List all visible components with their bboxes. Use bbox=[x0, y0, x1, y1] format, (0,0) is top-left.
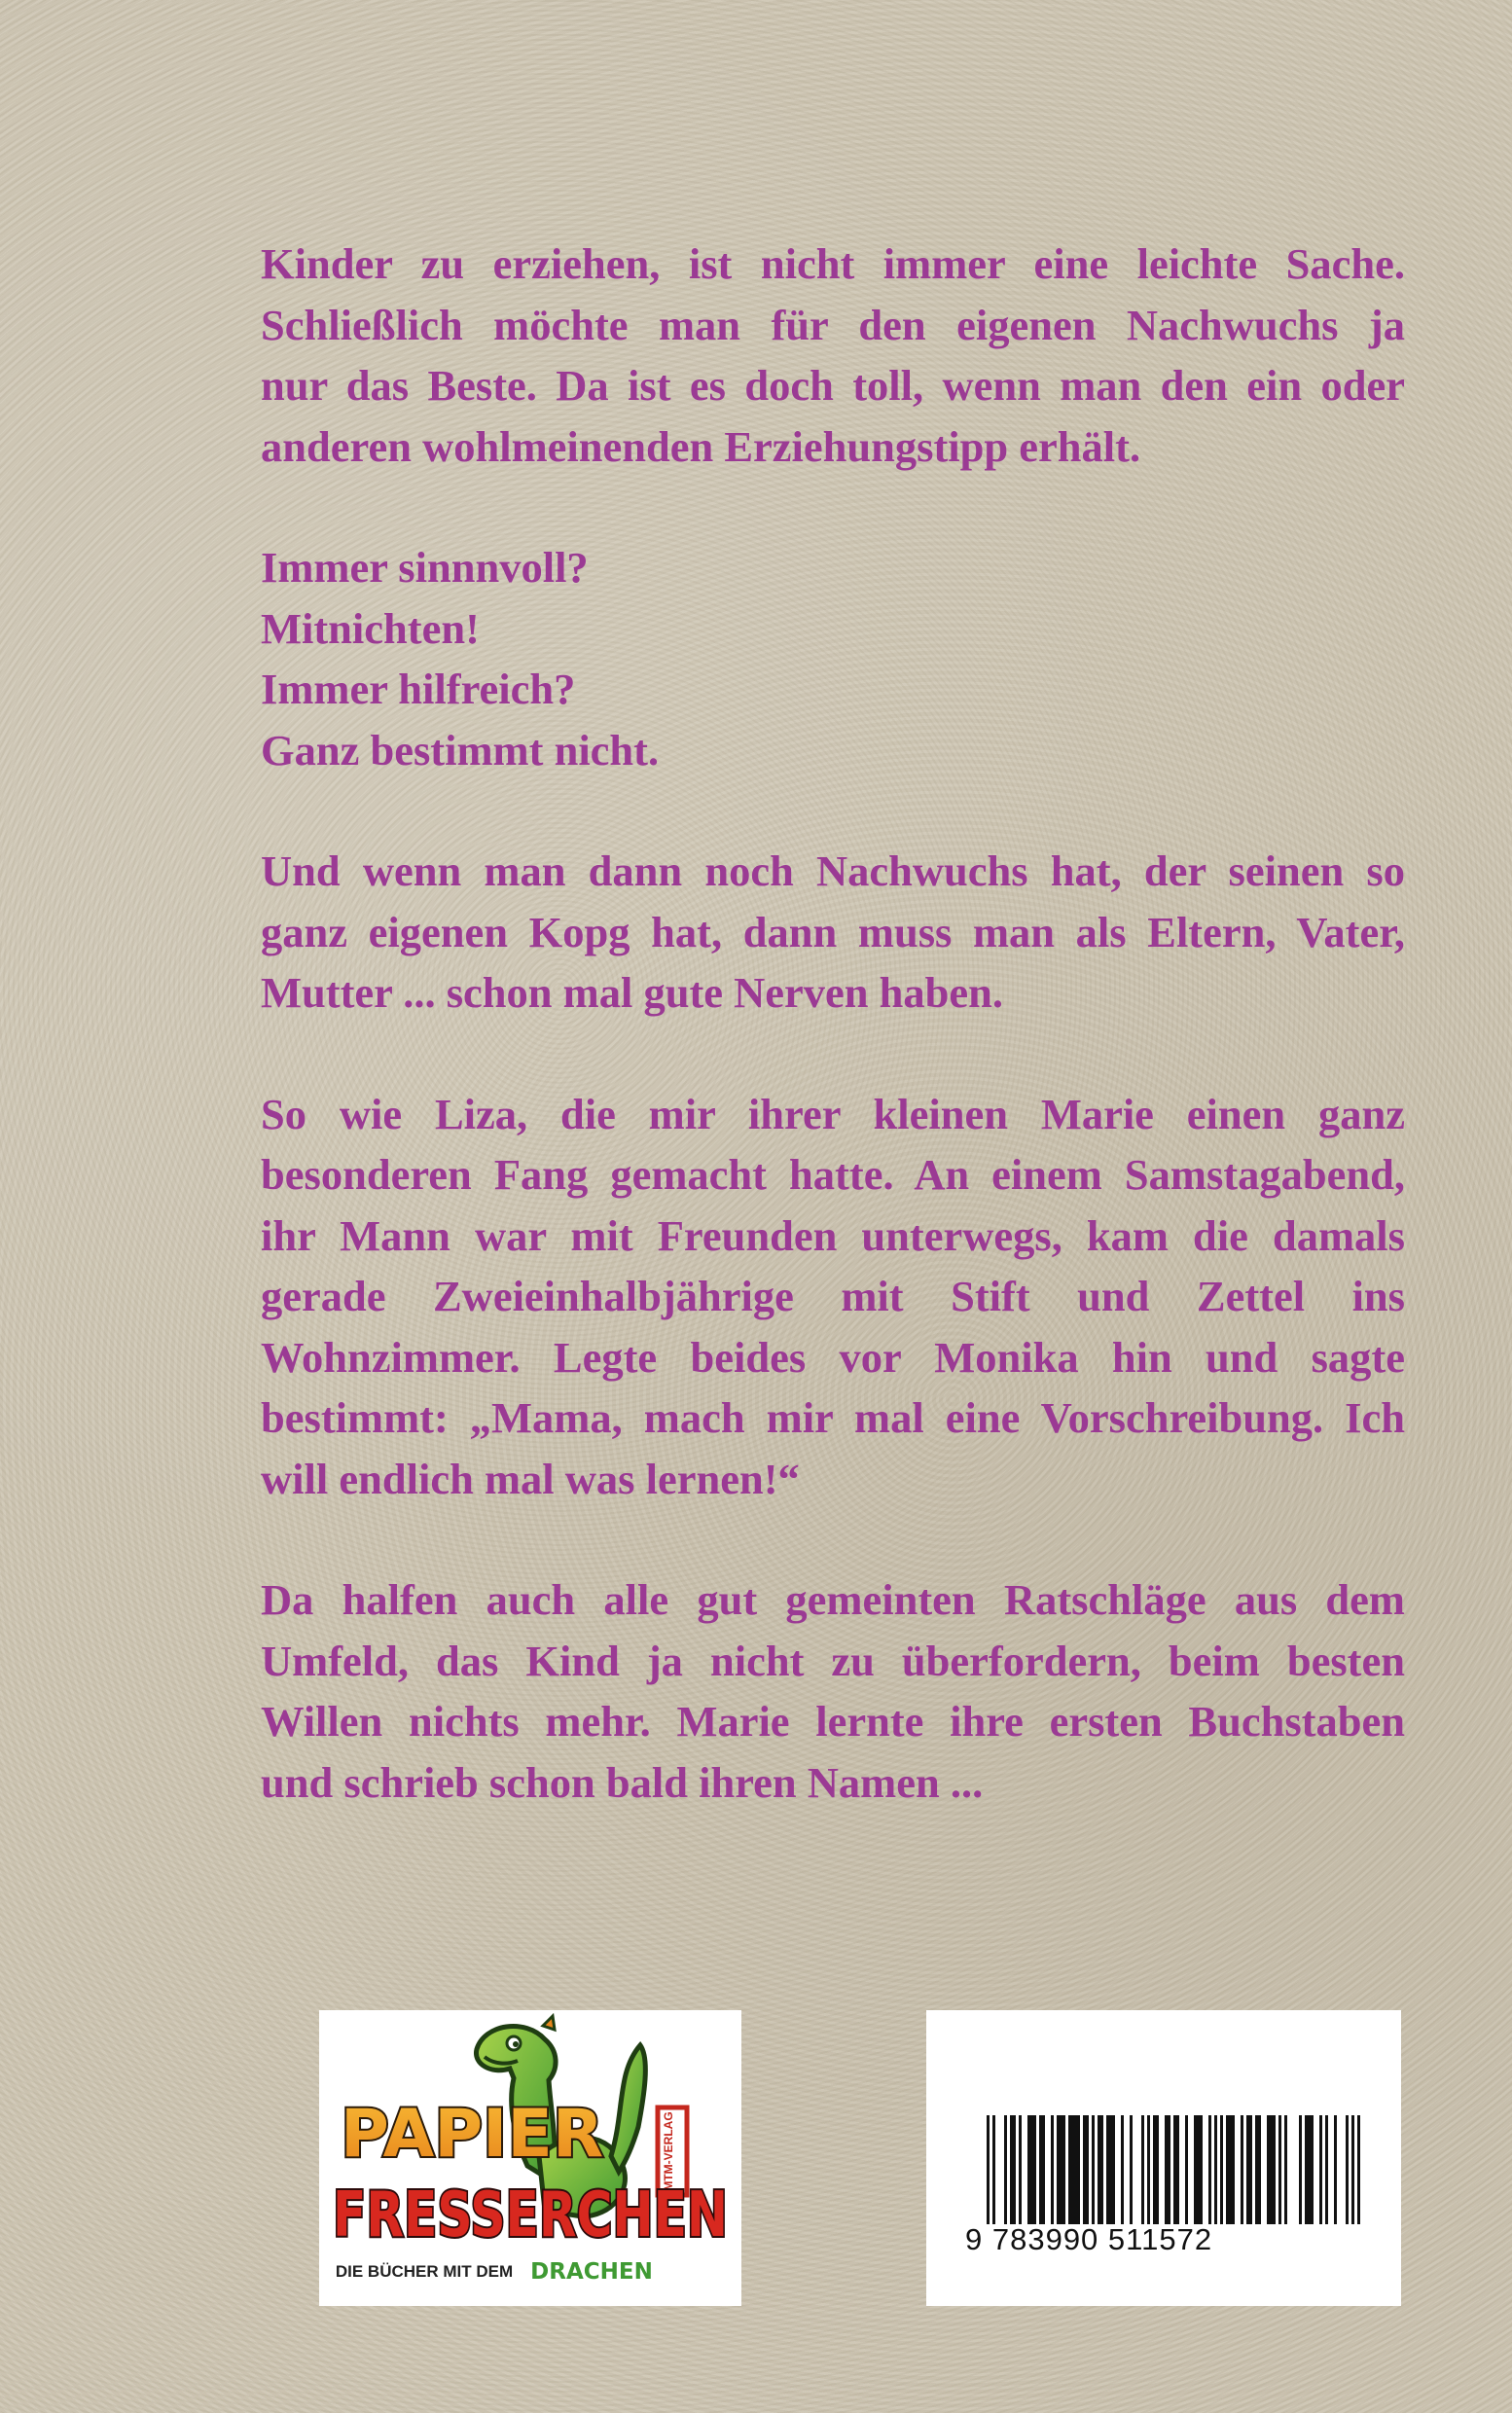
logo-word-papier: PAPIER bbox=[341, 2096, 604, 2173]
text-line: und schrieb schon bald ihren Namen ... bbox=[261, 1757, 984, 1807]
barcode-bar bbox=[1194, 2115, 1197, 2224]
answer-line: Mitnichten! bbox=[261, 603, 480, 653]
barcode-bar bbox=[1220, 2115, 1223, 2224]
barcode-bar bbox=[1121, 2115, 1124, 2224]
barcode-bar bbox=[1057, 2115, 1060, 2224]
barcode-bar bbox=[1051, 2115, 1054, 2224]
text-line: ihr Mann war mit Freunden unterwegs, kam die damals bbox=[261, 1210, 1405, 1260]
text-line: nur das Beste. Da ist es doch toll, wenn man den ein oder bbox=[261, 361, 1405, 410]
barcode-bar bbox=[1200, 2115, 1203, 2224]
isbn-barcode bbox=[926, 2010, 1401, 2306]
text-line: Mutter ... schon mal gute Nerven haben. bbox=[261, 968, 1004, 1017]
text-line: ganz eigenen Kopg hat, dann muss man als Eltern, Vater, bbox=[261, 907, 1405, 956]
barcode-bar bbox=[1168, 2115, 1170, 2224]
question-line: Immer hilfreich? bbox=[261, 665, 576, 713]
barcode-bar bbox=[1284, 2115, 1287, 2224]
barcode-bar bbox=[1112, 2115, 1115, 2224]
svg-text:MTM-VERLAG: MTM-VERLAG bbox=[662, 2111, 675, 2191]
barcode-bar bbox=[1013, 2115, 1016, 2224]
barcode-bar bbox=[1083, 2115, 1086, 2224]
text-line: Da halfen auch alle gut gemeinten Ratschläge aus dem bbox=[261, 1575, 1405, 1624]
barcode-bar bbox=[992, 2115, 995, 2224]
barcode-bar bbox=[1232, 2115, 1235, 2224]
barcode-bar bbox=[1039, 2115, 1042, 2224]
barcode-bar bbox=[1068, 2115, 1071, 2224]
text-line: Umfeld, das Kind ja nicht zu überfordern, beim besten bbox=[261, 1636, 1405, 1685]
barcode-bar bbox=[1071, 2115, 1074, 2224]
barcode-bar bbox=[1351, 2115, 1354, 2224]
barcode-bar bbox=[1241, 2115, 1243, 2224]
text-line: bestimmt: „Mama, mach mir mal eine Vorschreibung. Ich bbox=[261, 1393, 1405, 1442]
barcode-bar bbox=[1130, 2115, 1133, 2224]
barcode-bar bbox=[1357, 2115, 1360, 2224]
barcode-bar bbox=[1334, 2115, 1337, 2224]
barcode-bar bbox=[1027, 2115, 1030, 2224]
barcode-bar bbox=[1273, 2115, 1276, 2224]
text-line: Kinder zu erziehen, ist nicht immer eine leichte Sache. bbox=[261, 239, 1405, 288]
paragraph-nerves bbox=[261, 841, 1405, 1024]
barcode-bar bbox=[1258, 2115, 1261, 2224]
barcode-bar bbox=[1229, 2115, 1232, 2224]
publisher-logo bbox=[319, 2010, 741, 2306]
text-line: Schließlich möchte man für den eigenen Nachwuchs ja bbox=[261, 300, 1405, 349]
barcode-bar bbox=[987, 2115, 990, 2224]
isbn-barcode-box bbox=[926, 2010, 1401, 2306]
isbn-digits: 9 783990 511572 bbox=[965, 2222, 1213, 2256]
barcode-bar bbox=[1004, 2115, 1007, 2224]
barcode-bar bbox=[1033, 2115, 1036, 2224]
barcode-bar bbox=[1214, 2115, 1217, 2224]
questions-block bbox=[261, 537, 1405, 780]
barcode-bar bbox=[1060, 2115, 1062, 2224]
barcode-bar bbox=[1153, 2115, 1156, 2224]
text-line: So wie Liza, die mir ihrer kleinen Marie einen ganz bbox=[261, 1089, 1405, 1138]
paragraph-marie bbox=[261, 1569, 1405, 1813]
logo-word-fresserchen: FRESSERCHEN bbox=[333, 2179, 728, 2251]
text-line: besonderen Fang gemacht hatte. An einem Samstagabend, bbox=[261, 1150, 1405, 1199]
barcode-bar bbox=[1106, 2115, 1109, 2224]
barcode-bar bbox=[1249, 2115, 1252, 2224]
publisher-logo-box bbox=[319, 2010, 741, 2306]
barcode-bar bbox=[1165, 2115, 1168, 2224]
barcode-bar bbox=[1197, 2115, 1200, 2224]
barcode-bar bbox=[1156, 2115, 1159, 2224]
barcode-bar bbox=[1311, 2115, 1314, 2224]
barcode-bar bbox=[1100, 2115, 1103, 2224]
paragraph-liza bbox=[261, 1084, 1405, 1510]
barcode-bar bbox=[1278, 2115, 1281, 2224]
barcode-bar bbox=[1246, 2115, 1249, 2224]
barcode-bar bbox=[1185, 2115, 1188, 2224]
barcode-bar bbox=[1086, 2115, 1089, 2224]
text-line: Und wenn man dann noch Nachwuchs hat, der seinen so bbox=[261, 846, 1405, 895]
back-cover-blurb bbox=[261, 234, 1405, 1873]
barcode-bar bbox=[1042, 2115, 1045, 2224]
barcode-bar bbox=[1319, 2115, 1322, 2224]
text-line: anderen wohlmeinenden Erziehungstipp erhält. bbox=[261, 421, 1141, 471]
barcode-bar bbox=[1270, 2115, 1273, 2224]
barcode-bar bbox=[1267, 2115, 1270, 2224]
barcode-bar bbox=[1141, 2115, 1144, 2224]
barcode-bar bbox=[1208, 2115, 1211, 2224]
barcode-bar bbox=[1255, 2115, 1258, 2224]
question-line: Immer sinnnvoll? bbox=[261, 543, 589, 592]
barcode-bar bbox=[1176, 2115, 1179, 2224]
text-line: will endlich mal was lernen!“ bbox=[261, 1454, 800, 1503]
paragraph-intro bbox=[261, 234, 1405, 477]
barcode-bar bbox=[1019, 2115, 1022, 2224]
barcode-bar bbox=[1299, 2115, 1302, 2224]
barcode-bar bbox=[1030, 2115, 1033, 2224]
text-line: Wohnzimmer. Legte beides vor Monika hin und sagte bbox=[261, 1332, 1405, 1382]
barcode-bar bbox=[1092, 2115, 1095, 2224]
answer-line: Ganz bestimmt nicht. bbox=[261, 725, 660, 774]
barcode-bar bbox=[1074, 2115, 1077, 2224]
barcode-bar bbox=[1062, 2115, 1065, 2224]
barcode-bar bbox=[1147, 2115, 1150, 2224]
barcode-bar bbox=[1325, 2115, 1328, 2224]
logo-tagline-highlight: DRACHEN bbox=[530, 2259, 653, 2285]
barcode-bar bbox=[1077, 2115, 1080, 2224]
barcode-bar bbox=[1098, 2115, 1100, 2224]
barcode-bar bbox=[1346, 2115, 1349, 2224]
text-line: Willen nichts mehr. Marie lernte ihre ersten Buchstaben bbox=[261, 1697, 1405, 1746]
barcode-bar bbox=[1173, 2115, 1176, 2224]
barcode-bar bbox=[1010, 2115, 1013, 2224]
barcode-bar bbox=[1226, 2115, 1229, 2224]
barcode-bar bbox=[1305, 2115, 1308, 2224]
text-line: gerade Zweieinhalbjährige mit Stift und Zettel ins bbox=[261, 1272, 1405, 1320]
barcode-bar bbox=[1109, 2115, 1112, 2224]
barcode-bar bbox=[1308, 2115, 1311, 2224]
logo-tagline: DIE BÜCHER MIT DEM bbox=[335, 2262, 514, 2281]
